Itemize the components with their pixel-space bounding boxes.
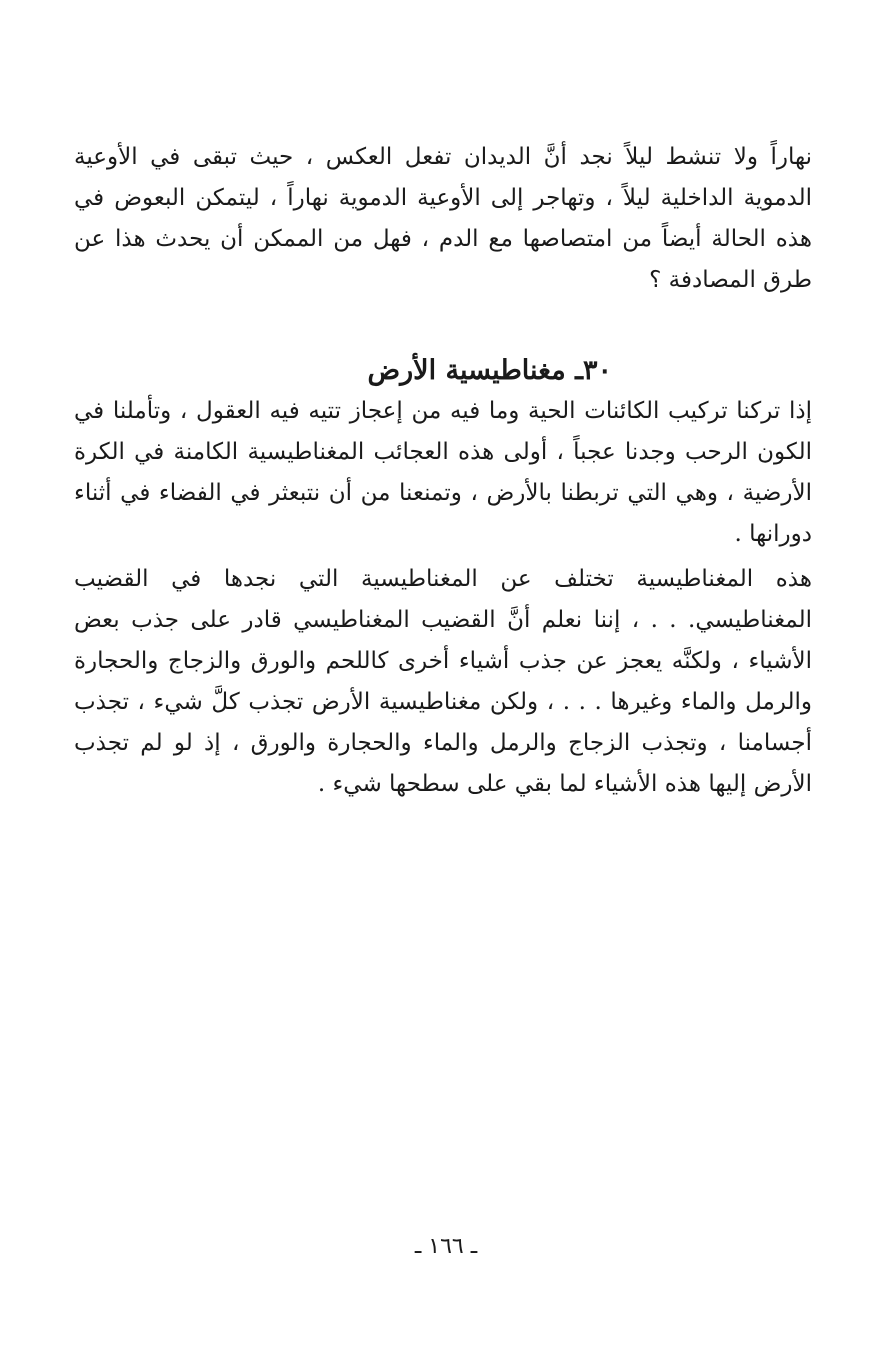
page-number: ـ ١٦٦ ـ <box>414 1234 478 1259</box>
section-paragraph-2: هذه المغناطيسية تختلف عن المغناطيسية التي نجدها في القضيب المغناطيسي. . . ، إننا نعلم أنَّ القضيب المغناطيسي قادر على جذب بعض الأشياء ، ولكنَّه يعجز عن جذب أشياء أخرى كاللحم والورق والزجاج والحجارة والرمل والماء وغيرها . . . ، ولكن مغناطيسية الأرض تجذب كلَّ شيء ، تجذب أجسامنا ، وتجذب الزجاج والرمل والماء والحجارة والورق ، إذ لو لم تجذب الأرض إليها هذه الأشياء لما بقي على سطحها شيء . <box>74 566 812 797</box>
page-body <box>74 137 812 805</box>
intro-paragraph: نهاراً ولا تنشط ليلاً نجد أنَّ الديدان تفعل العكس ، حيث تبقى في الأوعية الدموية الداخلية ليلاً ، وتهاجر إلى الأوعية الدموية نهاراً ، ليتمكن البعوض في هذه الحالة أيضاً من امتصاصها مع الدم ، فهل من الممكن أن يحدث هذا عن طرق المصادفة ؟ <box>74 144 812 293</box>
section-paragraph-1: إذا تركنا تركيب الكائنات الحية وما فيه من إعجاز تتيه فيه العقول ، وتأملنا في الكون الرحب وجدنا عجباً ، أولى هذه العجائب المغناطيسية الكامنة في الكرة الأرضية ، وهي التي تربطنا بالأرض ، وتمنعنا من أن نتبعثر في الفضاء في أثناء دورانها . <box>74 398 812 547</box>
section-heading: ٣٠ـ مغناطيسية الأرض <box>367 355 612 386</box>
